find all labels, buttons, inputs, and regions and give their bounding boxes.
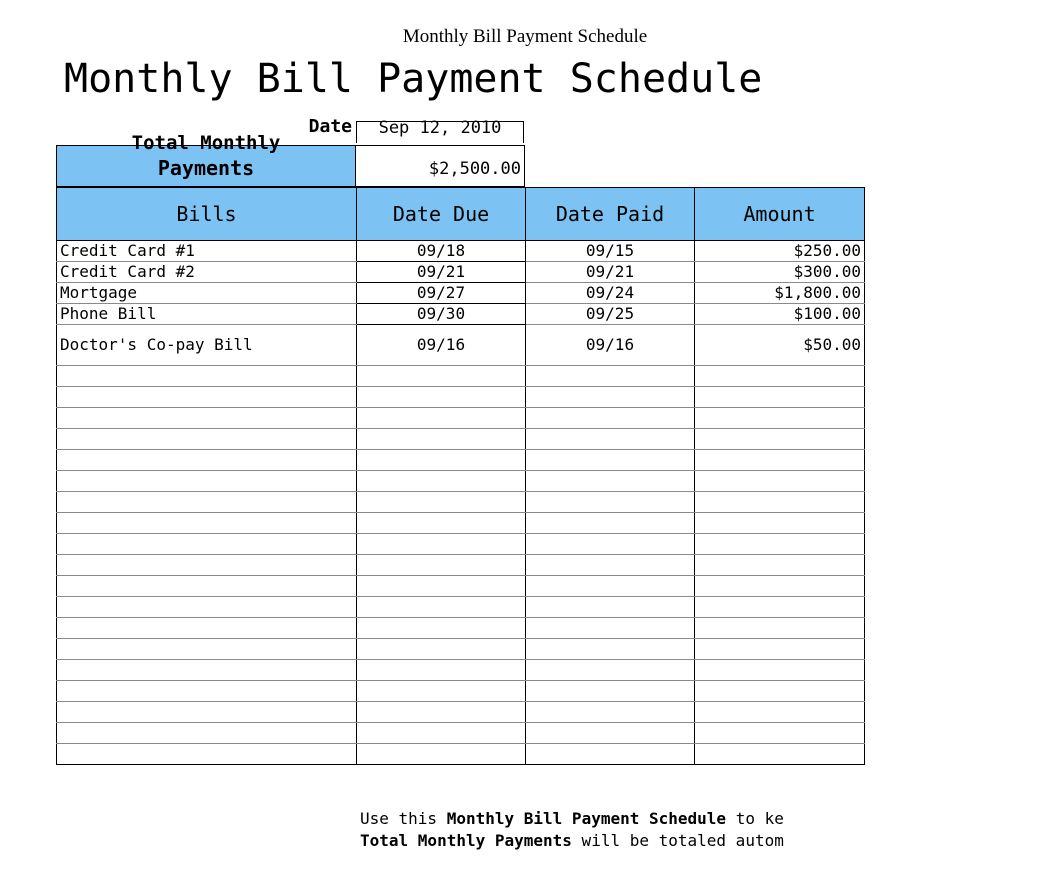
date-due-cell[interactable] <box>357 429 526 450</box>
date-paid-cell[interactable] <box>526 408 695 429</box>
date-paid-cell[interactable]: 09/21 <box>526 262 695 283</box>
date-due-cell[interactable]: 09/16 <box>357 325 526 366</box>
bill-name-cell[interactable] <box>57 513 357 534</box>
date-paid-cell[interactable] <box>526 660 695 681</box>
amount-cell[interactable] <box>695 471 865 492</box>
amount-cell[interactable] <box>695 744 865 765</box>
date-due-cell[interactable] <box>357 492 526 513</box>
total-monthly-payments-label <box>56 132 356 187</box>
date-paid-cell[interactable] <box>526 534 695 555</box>
date-paid-cell[interactable] <box>526 744 695 765</box>
bill-name-cell[interactable] <box>57 681 357 702</box>
date-paid-cell[interactable]: 09/16 <box>526 325 695 366</box>
amount-cell[interactable] <box>695 555 865 576</box>
empty-table-row <box>57 429 865 450</box>
footer-line-1-post: to ke <box>726 809 784 828</box>
empty-table-row <box>57 450 865 471</box>
footer-line-1 <box>360 808 864 830</box>
column-header-bills: Bills <box>57 188 357 241</box>
bill-name-cell[interactable] <box>57 429 357 450</box>
column-header-date-paid: Date Paid <box>526 188 695 241</box>
table-row <box>57 241 865 262</box>
date-paid-cell[interactable] <box>526 492 695 513</box>
footer-note <box>360 808 864 852</box>
column-header-amount: Amount <box>695 188 865 241</box>
amount-cell[interactable] <box>695 702 865 723</box>
empty-table-row <box>57 513 865 534</box>
amount-cell[interactable] <box>695 681 865 702</box>
page-title: Monthly Bill Payment Schedule <box>64 56 763 102</box>
bill-name-cell[interactable]: Mortgage <box>57 283 357 304</box>
table-row <box>57 325 865 366</box>
date-due-cell[interactable]: 09/27 <box>357 283 526 304</box>
date-due-cell[interactable] <box>357 408 526 429</box>
amount-cell[interactable] <box>695 597 865 618</box>
date-paid-cell[interactable] <box>526 450 695 471</box>
date-due-cell[interactable] <box>357 660 526 681</box>
empty-table-row <box>57 681 865 702</box>
total-label-clipped-line: Total Monthly <box>131 132 281 154</box>
amount-cell[interactable] <box>695 618 865 639</box>
amount-cell[interactable]: $250.00 <box>695 241 865 262</box>
amount-cell[interactable] <box>695 450 865 471</box>
empty-table-row <box>57 618 865 639</box>
amount-cell[interactable] <box>695 366 865 387</box>
bill-name-cell[interactable] <box>57 471 357 492</box>
amount-cell[interactable]: $100.00 <box>695 304 865 325</box>
date-due-cell[interactable] <box>357 639 526 660</box>
date-paid-cell[interactable] <box>526 597 695 618</box>
date-paid-cell[interactable] <box>526 366 695 387</box>
table-header-row <box>57 188 865 241</box>
date-due-cell[interactable] <box>357 723 526 744</box>
empty-table-row <box>57 702 865 723</box>
table-row <box>57 262 865 283</box>
bill-name-cell[interactable]: Credit Card #2 <box>57 262 357 283</box>
date-paid-cell[interactable] <box>526 429 695 450</box>
date-due-cell[interactable] <box>357 744 526 765</box>
bill-name-cell[interactable]: Credit Card #1 <box>57 241 357 262</box>
empty-table-row <box>57 408 865 429</box>
bill-name-cell[interactable] <box>57 618 357 639</box>
date-paid-cell[interactable] <box>526 702 695 723</box>
bills-table-body <box>57 241 865 765</box>
amount-cell[interactable] <box>695 492 865 513</box>
bill-name-cell[interactable] <box>57 723 357 744</box>
date-due-cell[interactable] <box>357 681 526 702</box>
amount-cell[interactable] <box>695 429 865 450</box>
date-paid-cell[interactable] <box>526 639 695 660</box>
date-due-cell[interactable] <box>357 702 526 723</box>
date-due-cell[interactable] <box>357 576 526 597</box>
date-paid-cell[interactable] <box>526 681 695 702</box>
empty-table-row <box>57 555 865 576</box>
date-paid-cell[interactable] <box>526 471 695 492</box>
document-header: Monthly Bill Payment Schedule <box>402 26 648 47</box>
bill-name-cell[interactable] <box>57 597 357 618</box>
amount-cell[interactable] <box>695 723 865 744</box>
date-paid-cell[interactable]: 09/15 <box>526 241 695 262</box>
empty-table-row <box>57 576 865 597</box>
bill-name-cell[interactable] <box>57 408 357 429</box>
amount-cell[interactable]: $50.00 <box>695 325 865 366</box>
date-paid-cell[interactable] <box>526 513 695 534</box>
bill-name-cell[interactable] <box>57 660 357 681</box>
date-due-cell[interactable] <box>357 534 526 555</box>
bill-name-cell[interactable] <box>57 639 357 660</box>
date-due-cell[interactable] <box>357 513 526 534</box>
amount-cell[interactable] <box>695 408 865 429</box>
date-paid-cell[interactable]: 09/24 <box>526 283 695 304</box>
bill-name-cell[interactable] <box>57 576 357 597</box>
bill-name-cell[interactable] <box>57 366 357 387</box>
footer-line-2 <box>360 830 864 852</box>
empty-table-row <box>57 744 865 765</box>
footer-line-1-pre: Use this <box>360 809 447 828</box>
column-header-date-due: Date Due <box>357 188 526 241</box>
date-paid-cell[interactable] <box>526 555 695 576</box>
total-label-text: Payments <box>157 156 255 180</box>
empty-table-row <box>57 471 865 492</box>
amount-cell[interactable] <box>695 513 865 534</box>
amount-cell[interactable]: $1,800.00 <box>695 283 865 304</box>
date-value[interactable]: Sep 12, 2010 <box>356 121 524 143</box>
footer-line-2-post: will be totaled autom <box>571 831 784 850</box>
empty-table-row <box>57 387 865 408</box>
bill-name-cell[interactable] <box>57 744 357 765</box>
date-paid-cell[interactable] <box>526 387 695 408</box>
amount-cell[interactable] <box>695 576 865 597</box>
bill-name-cell[interactable] <box>57 387 357 408</box>
date-due-cell[interactable]: 09/18 <box>357 241 526 262</box>
date-paid-cell[interactable] <box>526 618 695 639</box>
empty-table-row <box>57 366 865 387</box>
date-due-cell[interactable] <box>357 618 526 639</box>
amount-cell[interactable]: $300.00 <box>695 262 865 283</box>
empty-table-row <box>57 492 865 513</box>
empty-table-row <box>57 723 865 744</box>
empty-table-row <box>57 639 865 660</box>
bill-name-cell[interactable] <box>57 534 357 555</box>
date-due-cell[interactable] <box>357 597 526 618</box>
date-paid-cell[interactable] <box>526 723 695 744</box>
empty-table-row <box>57 597 865 618</box>
date-due-cell[interactable] <box>357 387 526 408</box>
total-monthly-payments-value: $2,500.00 <box>356 145 525 187</box>
bills-table <box>56 187 865 765</box>
bill-name-cell[interactable] <box>57 702 357 723</box>
amount-cell[interactable] <box>695 387 865 408</box>
date-paid-cell[interactable] <box>526 576 695 597</box>
bill-name-cell[interactable] <box>57 450 357 471</box>
footer-line-2-bold: Total Monthly Payments <box>360 831 572 850</box>
table-row <box>57 304 865 325</box>
date-due-cell[interactable]: 09/21 <box>357 262 526 283</box>
amount-cell[interactable] <box>695 534 865 555</box>
footer-line-1-bold: Monthly Bill Payment Schedule <box>446 809 727 828</box>
empty-table-row <box>57 534 865 555</box>
date-paid-cell[interactable]: 09/25 <box>526 304 695 325</box>
bill-name-cell[interactable]: Doctor's Co-pay Bill <box>57 325 357 366</box>
date-label-text: Date <box>308 116 352 137</box>
date-due-cell[interactable] <box>357 450 526 471</box>
table-row <box>57 283 865 304</box>
bill-name-cell[interactable]: Phone Bill <box>57 304 357 325</box>
date-due-cell[interactable] <box>357 471 526 492</box>
date-due-cell[interactable]: 09/30 <box>357 304 526 325</box>
empty-table-row <box>57 660 865 681</box>
bill-name-cell[interactable] <box>57 492 357 513</box>
amount-cell[interactable] <box>695 639 865 660</box>
date-due-cell[interactable] <box>357 366 526 387</box>
date-due-cell[interactable] <box>357 555 526 576</box>
bill-name-cell[interactable] <box>57 555 357 576</box>
amount-cell[interactable] <box>695 660 865 681</box>
